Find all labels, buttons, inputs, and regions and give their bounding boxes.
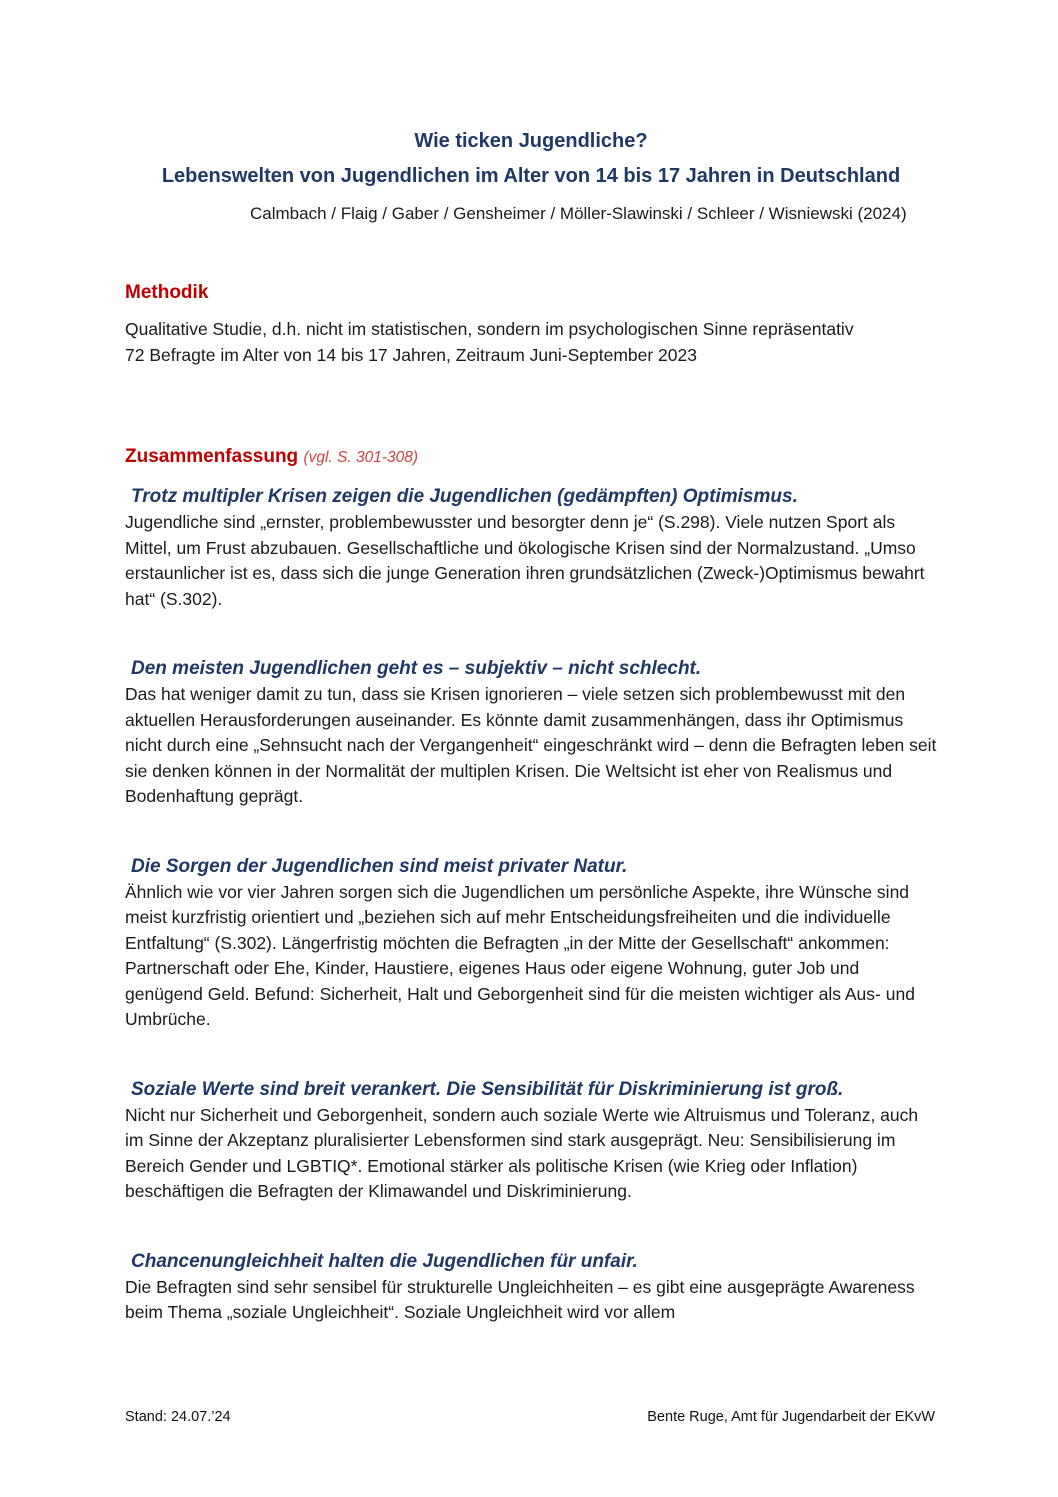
section-body-chancenungleichheit: Die Befragten sind sehr sensibel für strukturelle Ungleichheiten – es gibt eine ausgeprägte Awareness beim Thema „soziale Ungleichheit“. Soziale Ungleichheit wird vor allem	[125, 1276, 915, 1322]
summary-section-chancenungleichheit	[125, 1249, 937, 1326]
title-line-2: Lebenswelten von Jugendlichen im Alter von 14 bis 17 Jahren in Deutschland	[161, 165, 901, 187]
footer-author: Bente Ruge, Amt für Jugendarbeit der EKvW	[647, 1409, 935, 1425]
section-heading-soziale-werte: Soziale Werte sind breit verankert. Die Sensibilität für Diskriminierung ist groß.	[131, 1078, 844, 1100]
section-body-soziale-werte: Nicht nur Sicherheit und Geborgenheit, sondern auch soziale Werte wie Altruismus und Toleranz, auch im Sinne der Akzeptanz pluralisierter Lebensformen sind stark ausgeprägt. Neu: Sensibilisierung im Bereich Gender und LGBTIQ*. Emotional stärker als politische Krisen (wie Krieg oder Inflation) beschäftigen die Befragten der Klimawandel und Diskriminierung.	[125, 1104, 919, 1201]
footer-date: Stand: 24.07.’24	[125, 1409, 231, 1425]
document-title	[125, 124, 937, 194]
methodik-line-1: Qualitative Studie, d.h. nicht im statistischen, sondern im psychologischen Sinne repräsentativ	[125, 319, 854, 339]
zusammenfassung-heading-label: Zusammenfassung	[125, 446, 299, 467]
title-line-1: Wie ticken Jugendliche?	[414, 130, 648, 152]
section-body-subjektiv: Das hat weniger damit zu tun, dass sie Krisen ignorieren – viele setzen sich problembewusst mit den aktuellen Herausforderungen auseinander. Es könnte damit zusammenhängen, dass ihr Optimismus nicht durch eine „Sehnsucht nach der Vergangenheit“ eingeschränkt wird – denn die Befragten leben seit sie denken können in der Normalität der multiplen Krisen. Die Weltsicht ist eher von Realismus und Bodenhaftung geprägt.	[125, 684, 937, 806]
section-body-sorgen: Ähnlich wie vor vier Jahren sorgen sich die Jugendlichen um persönliche Aspekte, ihre Wünsche sind meist kurzfristig orientiert und „beziehen sich auf mehr Entscheidungsfreiheiten und die individuelle Entfaltung“ (S.302). Längerfristig möchten die Befragten „in der Mitte der Gesellschaft“ ankommen: Partnerschaft oder Ehe, Kinder, Haustiere, eigenes Haus oder eigene Wohnung, guter Job und genügend Geld. Befund: Sicherheit, Halt und Geborgenheit sind für die meisten wichtiger als Aus- und Umbrüche.	[125, 881, 915, 1029]
summary-section-subjektiv	[125, 656, 937, 810]
methodik-line-2: 72 Befragte im Alter von 14 bis 17 Jahren, Zeitraum Juni-September 2023	[125, 344, 697, 365]
section-body-optimismus: Jugendliche sind „ernster, problembewusster und besorgter denn je“ (S.298). Viele nutzen Sport als Mittel, um Frust abzubauen. Gesellschaftliche und ökologische Krisen sind der Normalzustand. „Umso erstaunlicher ist es, dass sich die junge Generation ihren grundsätzlichen (Zweck-)Optimismus bewahrt hat“ (S.302).	[125, 512, 925, 609]
summary-section-soziale-werte	[125, 1077, 937, 1205]
summary-section-sorgen	[125, 854, 937, 1033]
authors-line: Calmbach / Flaig / Gaber / Gensheimer / Möller-Slawinski / Schleer / Wisniewski (2024)	[250, 204, 907, 223]
zusammenfassung-page-ref: (vgl. S. 301-308)	[303, 449, 419, 466]
methodik-text	[125, 317, 937, 368]
section-heading-optimismus: Trotz multipler Krisen zeigen die Jugendlichen (gedämpften) Optimismus.	[131, 486, 798, 507]
page-footer	[125, 1408, 935, 1426]
section-heading-sorgen: Die Sorgen der Jugendlichen sind meist privater Natur.	[131, 855, 628, 877]
zusammenfassung-heading	[125, 446, 937, 469]
methodik-heading: Methodik	[125, 282, 209, 303]
summary-section-optimismus	[125, 484, 937, 612]
section-heading-subjektiv: Den meisten Jugendlichen geht es – subjektiv – nicht schlecht.	[131, 658, 702, 679]
section-heading-chancenungleichheit: Chancenungleichheit halten die Jugendlichen für unfair.	[131, 1250, 638, 1272]
